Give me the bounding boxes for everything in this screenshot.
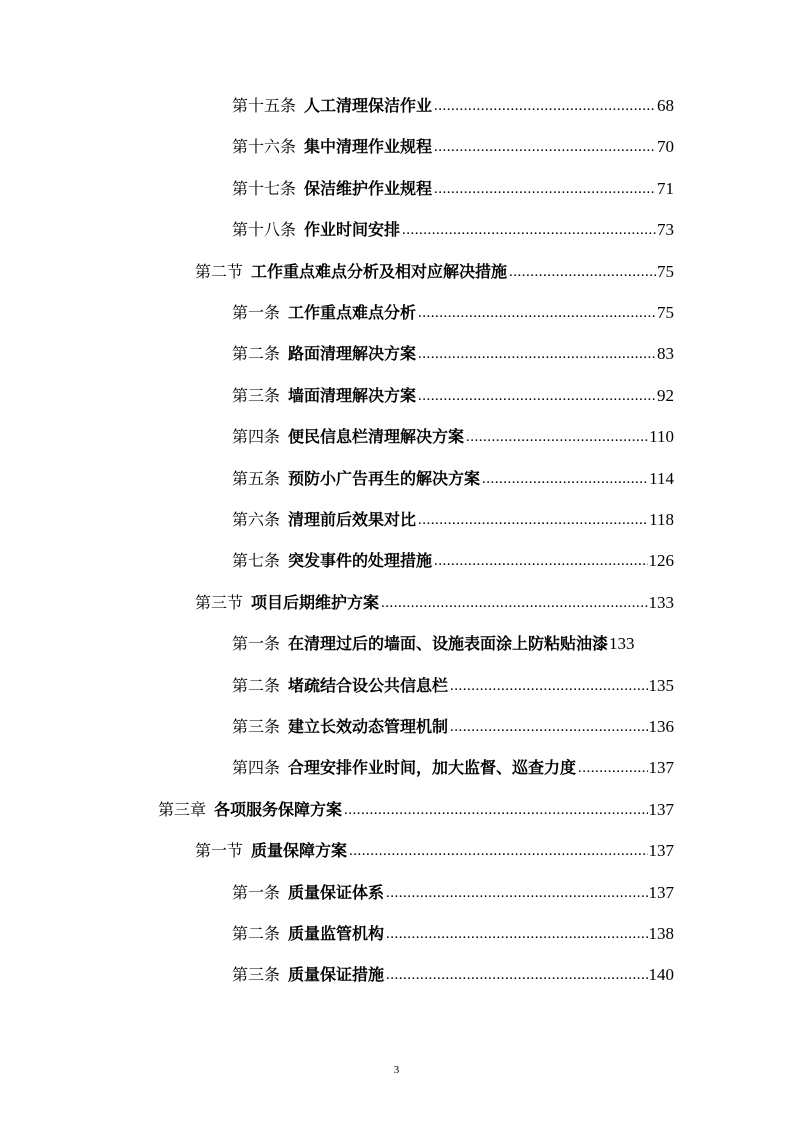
dot-leader: [432, 96, 656, 116]
toc-entry[interactable]: [232, 955, 674, 985]
toc-entry-section[interactable]: [195, 583, 674, 613]
toc-entry-title: 便民信息栏清理解决方案: [288, 427, 465, 447]
dot-leader: [432, 179, 656, 199]
toc-entry-title: 在清理过后的墙面、设施表面涂上防粘贴油漆: [288, 634, 609, 654]
dot-leader: [400, 220, 656, 240]
toc-entry-page: 83: [657, 344, 674, 364]
toc-entry-number: 第二条: [232, 924, 281, 943]
toc-entry-title: 堵疏结合设公共信息栏: [288, 675, 449, 695]
toc-entry[interactable]: [232, 541, 674, 571]
toc-entry-page: 70: [657, 137, 674, 157]
toc-entry-title: 保洁维护作业规程: [304, 178, 433, 198]
toc-entry-number: 第一条: [232, 634, 281, 654]
toc-entry-page: 71: [657, 178, 674, 198]
toc-entry-page: 135: [648, 675, 674, 695]
dot-leader: [448, 717, 647, 737]
dot-leader: [384, 924, 647, 944]
toc-entry-page: 114: [649, 468, 674, 488]
toc-entry-number: 第三章: [158, 799, 207, 819]
toc-entry[interactable]: [232, 459, 674, 489]
toc-entry-page: 118: [649, 510, 674, 529]
toc-entry-page: 137: [648, 799, 674, 819]
toc-entry-chapter[interactable]: [158, 790, 674, 820]
toc-entry-number: 第三条: [232, 717, 281, 736]
toc-entry-number: 第三条: [232, 385, 281, 405]
toc-entry-page: 137: [648, 882, 674, 902]
toc-entry-number: 第二条: [232, 675, 281, 695]
toc-entry-page: 137: [648, 758, 674, 778]
toc-entry-number: 第三节: [195, 592, 244, 612]
toc-entry-number: 第一节: [195, 841, 244, 861]
toc-entry-title: 建立长效动态管理机制: [288, 717, 449, 736]
toc-entry[interactable]: [232, 500, 674, 530]
toc-entry-page: 126: [648, 551, 674, 571]
dot-leader: [416, 344, 656, 364]
toc-entry-number: 第四条: [232, 427, 281, 447]
toc-entry[interactable]: [232, 127, 674, 157]
dot-leader: [384, 965, 647, 985]
toc-entry-page: 137: [648, 841, 674, 861]
toc-entry-page: 68: [657, 96, 674, 115]
toc-entry-page: 92: [657, 385, 674, 405]
dot-leader: [432, 551, 647, 571]
toc-entry-page: 140: [648, 965, 674, 985]
toc-entry-title: 路面清理解决方案: [288, 344, 417, 364]
dot-leader: [448, 676, 647, 696]
dot-leader: [384, 883, 647, 903]
toc-entry[interactable]: [232, 666, 674, 696]
toc-entry-title: 质量监管机构: [288, 924, 385, 943]
toc-entry-title: 合理安排作业时间，加大监督、巡查力度: [288, 758, 577, 778]
toc-entry-title: 墙面清理解决方案: [288, 385, 417, 405]
toc-entry-section[interactable]: [195, 831, 674, 861]
toc-entry-number: 第十五条: [232, 96, 297, 115]
dot-leader: [480, 469, 648, 489]
toc-entry-number: 第十八条: [232, 220, 297, 240]
toc-entry-number: 第十六条: [232, 137, 297, 157]
toc-entry-page: 133: [648, 592, 674, 612]
toc-entry-number: 第二条: [232, 344, 281, 364]
dot-leader: [416, 303, 656, 323]
toc-entry-page: 133: [609, 634, 635, 654]
toc-entry-page: 136: [648, 717, 674, 736]
toc-entry-title: 作业时间安排: [304, 220, 401, 240]
toc-entry[interactable]: [232, 86, 674, 116]
toc-entry[interactable]: [232, 169, 674, 199]
dot-leader: [507, 262, 656, 282]
toc-entry-number: 第一条: [232, 882, 281, 902]
toc-entry-title: 突发事件的处理措施: [288, 551, 433, 571]
dot-leader: [432, 137, 656, 157]
dot-leader: [347, 841, 647, 861]
toc-entry[interactable]: [232, 748, 674, 778]
toc-entry-page: 73: [657, 220, 674, 240]
toc-entry[interactable]: [232, 624, 702, 654]
toc-entry[interactable]: [232, 417, 674, 447]
toc-entry-page: 75: [657, 303, 674, 322]
toc-entry[interactable]: [232, 873, 674, 903]
toc-entry[interactable]: [232, 293, 674, 323]
toc-entry-title: 人工清理保洁作业: [304, 96, 433, 115]
toc-entry-number: 第十七条: [232, 178, 297, 198]
toc-entry-title: 质量保障方案: [251, 841, 348, 861]
toc-entry-number: 第五条: [232, 468, 281, 488]
toc-entry-number: 第四条: [232, 758, 281, 778]
toc-entry-title: 清理前后效果对比: [288, 510, 417, 529]
toc-entry-title: 质量保证措施: [288, 965, 385, 985]
toc-entry-number: 第六条: [232, 510, 281, 529]
toc-entry[interactable]: [232, 334, 674, 364]
dot-leader: [464, 427, 648, 447]
toc-entry[interactable]: [232, 707, 674, 737]
toc-entry-title: 工作重点难点分析: [288, 303, 417, 322]
dot-leader: [576, 758, 647, 778]
dot-leader: [416, 510, 648, 530]
toc-entry-page: 75: [657, 261, 674, 281]
toc-entry-page: 138: [648, 924, 674, 943]
toc-entry-number: 第三条: [232, 965, 281, 985]
toc-entry-number: 第七条: [232, 551, 281, 571]
toc-entry-title: 预防小广告再生的解决方案: [288, 468, 481, 488]
toc-entry-page: 110: [649, 427, 674, 447]
toc-entry[interactable]: [232, 914, 674, 944]
toc-entry-title: 质量保证体系: [288, 882, 385, 902]
toc-entry-title: 集中清理作业规程: [304, 137, 433, 157]
toc-entry-title: 项目后期维护方案: [251, 592, 380, 612]
toc-entry[interactable]: [232, 376, 674, 406]
toc-entry[interactable]: [232, 210, 674, 240]
toc-entry-title: 各项服务保障方案: [214, 799, 343, 819]
toc-entry-number: 第一条: [232, 303, 281, 322]
toc-entry-number: 第二节: [195, 261, 244, 281]
dot-leader: [379, 593, 647, 613]
toc-entry-title: 工作重点难点分析及相对应解决措施: [251, 261, 508, 281]
page-number: 3: [393, 1064, 400, 1076]
dot-leader: [416, 386, 656, 406]
dot-leader: [342, 800, 647, 820]
toc-entry-section[interactable]: [195, 252, 674, 282]
